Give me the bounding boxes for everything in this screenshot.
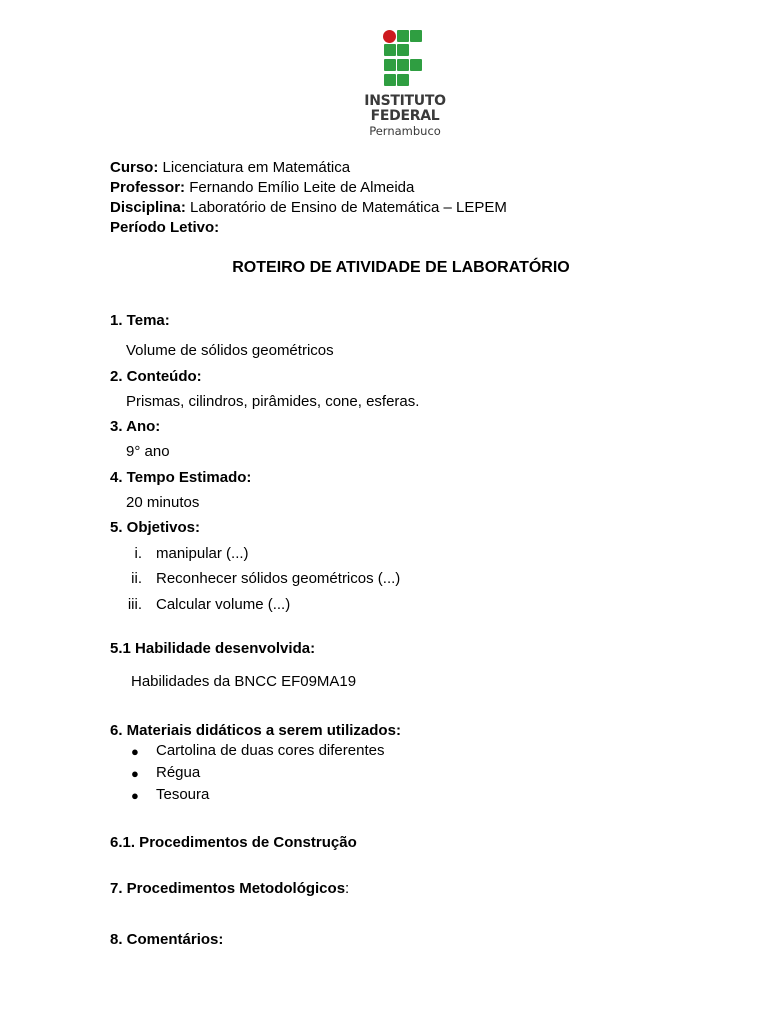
professor-value: Fernando Emílio Leite de Almeida: [189, 179, 415, 196]
bullet-icon: ●: [131, 744, 139, 759]
section-conteudo-text: Prismas, cilindros, pirâmides, cone, esferas.: [126, 393, 420, 410]
material-item: Tesoura: [156, 786, 210, 803]
logo-square: [397, 74, 409, 86]
logo-square: [410, 59, 422, 71]
professor-label: Professor:: [110, 179, 186, 196]
curso-line: [110, 159, 350, 177]
section-tema-heading: 1. Tema:: [110, 312, 170, 329]
section-tempo-heading: 4. Tempo Estimado:: [110, 469, 252, 486]
periodo-line: [110, 219, 219, 237]
section-metodologicos-line: [110, 880, 349, 898]
logo-text-instituto: INSTITUTO: [364, 93, 446, 109]
section-materiais-heading: 6. Materiais didáticos a serem utilizados:: [110, 722, 401, 739]
section-objetivos-heading: 5. Objetivos:: [110, 519, 201, 536]
professor-line: [110, 179, 414, 197]
logo-square: [410, 30, 422, 42]
bullet-icon: ●: [131, 766, 139, 781]
section-ano-text: 9° ano: [126, 443, 170, 460]
objetivo-text: Calcular volume (...): [156, 596, 291, 613]
bullet-icon: ●: [131, 788, 139, 803]
disciplina-line: [110, 199, 507, 217]
objetivo-number: i.: [134, 545, 142, 562]
objetivo-number: ii.: [131, 570, 142, 587]
logo-square: [397, 30, 409, 42]
section-tema-text: Volume de sólidos geométricos: [126, 342, 334, 359]
curso-value: Licenciatura em Matemática: [162, 159, 351, 176]
logo-square: [384, 74, 396, 86]
logo-text-pernambuco: Pernambuco: [369, 124, 441, 138]
section-habilidade-heading: 5.1 Habilidade desenvolvida:: [110, 640, 316, 657]
material-item: Cartolina de duas cores diferentes: [156, 742, 385, 759]
disciplina-value: Laboratório de Ensino de Matemática – LEPEM: [190, 199, 507, 216]
section-conteudo-heading: 2. Conteúdo:: [110, 368, 202, 385]
logo-square: [384, 59, 396, 71]
section-metodologicos-heading: 7. Procedimentos Metodológicos: [110, 880, 346, 897]
logo-square: [397, 59, 409, 71]
logo-red-dot: [383, 30, 396, 43]
document-title: ROTEIRO DE ATIVIDADE DE LABORATÓRIO: [232, 259, 570, 276]
section-construcao-heading: 6.1. Procedimentos de Construção: [110, 834, 357, 851]
disciplina-label: Disciplina:: [110, 199, 186, 216]
curso-label: Curso:: [110, 159, 159, 176]
periodo-label: Período Letivo:: [110, 219, 220, 236]
section-ano-heading: 3. Ano:: [110, 418, 161, 435]
logo-text-federal: FEDERAL: [370, 108, 440, 124]
section-habilidade-text: Habilidades da BNCC EF09MA19: [131, 673, 357, 690]
objetivo-number: iii.: [127, 596, 142, 613]
section-comentarios-heading: 8. Comentários:: [110, 931, 224, 948]
objetivo-text: Reconhecer sólidos geométricos (...): [156, 570, 401, 587]
material-item: Régua: [156, 764, 201, 781]
logo-square: [384, 44, 396, 56]
section-metodologicos-colon: :: [345, 880, 350, 897]
instituto-federal-logo: [360, 28, 450, 140]
logo-square: [397, 44, 409, 56]
objetivo-text: manipular (...): [156, 545, 249, 562]
section-tempo-text: 20 minutos: [126, 494, 200, 511]
